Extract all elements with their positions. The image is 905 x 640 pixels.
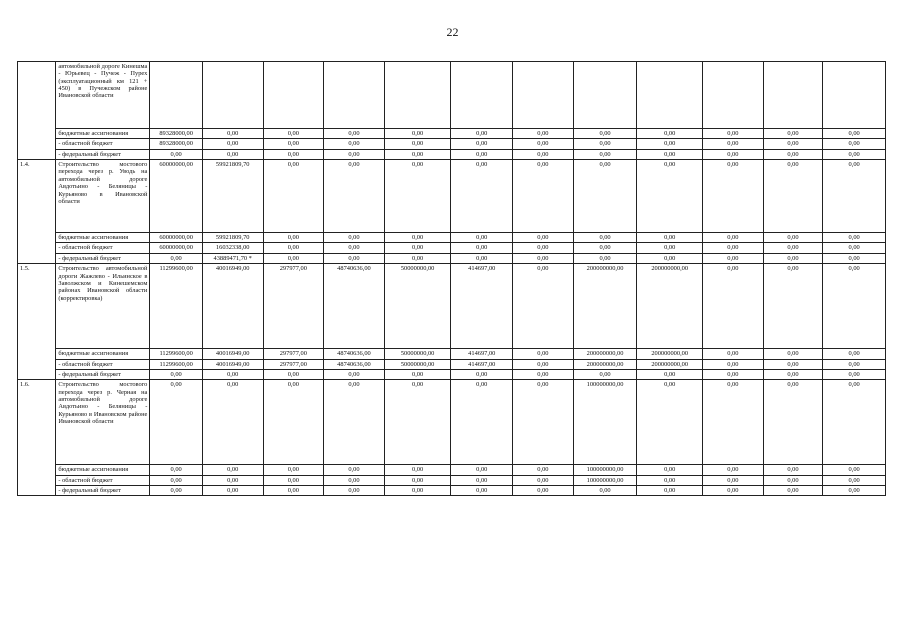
value-cell: 48740636,00: [324, 359, 385, 369]
value-cell: 0,00: [763, 243, 823, 253]
value-cell: 11299600,00: [150, 349, 203, 359]
value-cell: [202, 62, 263, 129]
value-cell: 0,00: [823, 264, 886, 349]
item-index: 1.6.: [18, 380, 56, 496]
value-cell: 0,00: [763, 149, 823, 159]
table-row: [18, 264, 886, 349]
value-cell: 414697,00: [451, 349, 513, 359]
value-cell: 0,00: [823, 243, 886, 253]
value-cell: 16032338,00: [202, 243, 263, 253]
value-cell: 40016949,00: [202, 264, 263, 349]
value-cell: 0,00: [384, 160, 451, 233]
value-cell: 0,00: [637, 149, 703, 159]
value-cell: 0,00: [823, 485, 886, 495]
value-cell: 0,00: [823, 380, 886, 465]
value-cell: 0,00: [451, 369, 513, 379]
row-label: бюджетные ассигнования: [56, 465, 150, 475]
value-cell: 0,00: [324, 369, 385, 379]
value-cell: [451, 62, 513, 129]
value-cell: 0,00: [384, 485, 451, 495]
value-cell: 59921809,70: [202, 233, 263, 243]
value-cell: 0,00: [324, 160, 385, 233]
item-name: Строительство мостового перехода через р. Уводь на автомобильной дороге Авдотьино - Беляницы - Курьяново в Ивановской области: [56, 160, 150, 233]
value-cell: 0,00: [384, 233, 451, 243]
value-cell: 60000000,00: [150, 243, 203, 253]
value-cell: 0,00: [384, 149, 451, 159]
value-cell: 0,00: [637, 485, 703, 495]
value-cell: [263, 62, 324, 129]
value-cell: 0,00: [150, 380, 203, 465]
value-cell: 0,00: [263, 160, 324, 233]
value-cell: 0,00: [637, 475, 703, 485]
value-cell: 0,00: [573, 129, 637, 139]
value-cell: 297977,00: [263, 349, 324, 359]
value-cell: 0,00: [263, 380, 324, 465]
value-cell: 0,00: [263, 465, 324, 475]
value-cell: 0,00: [513, 149, 574, 159]
value-cell: 0,00: [513, 129, 574, 139]
row-label: бюджетные ассигнования: [56, 349, 150, 359]
value-cell: 0,00: [703, 485, 764, 495]
value-cell: 0,00: [451, 139, 513, 149]
table-row: [18, 475, 886, 485]
table-row: [18, 359, 886, 369]
table-row: [18, 380, 886, 465]
value-cell: 0,00: [823, 139, 886, 149]
value-cell: 0,00: [703, 139, 764, 149]
value-cell: 0,00: [637, 139, 703, 149]
value-cell: 0,00: [202, 139, 263, 149]
value-cell: 0,00: [763, 129, 823, 139]
table-row: [18, 369, 886, 379]
value-cell: 0,00: [324, 465, 385, 475]
value-cell: 48740636,00: [324, 349, 385, 359]
value-cell: 0,00: [703, 465, 764, 475]
value-cell: 0,00: [202, 369, 263, 379]
value-cell: [324, 62, 385, 129]
table-row: [18, 243, 886, 253]
value-cell: 0,00: [384, 369, 451, 379]
value-cell: 0,00: [451, 380, 513, 465]
item-index: 1.5.: [18, 264, 56, 380]
value-cell: 0,00: [513, 139, 574, 149]
value-cell: 0,00: [703, 233, 764, 243]
value-cell: 0,00: [573, 139, 637, 149]
value-cell: 100000000,00: [573, 380, 637, 465]
value-cell: 0,00: [451, 485, 513, 495]
value-cell: 0,00: [263, 149, 324, 159]
value-cell: 40016949,00: [202, 359, 263, 369]
value-cell: [637, 62, 703, 129]
value-cell: 0,00: [637, 465, 703, 475]
value-cell: 414697,00: [451, 264, 513, 349]
value-cell: 0,00: [703, 475, 764, 485]
value-cell: 0,00: [573, 369, 637, 379]
value-cell: 0,00: [637, 380, 703, 465]
value-cell: 0,00: [451, 243, 513, 253]
value-cell: 0,00: [324, 129, 385, 139]
value-cell: 0,00: [763, 139, 823, 149]
value-cell: 0,00: [573, 233, 637, 243]
value-cell: 0,00: [703, 160, 764, 233]
page-number: 22: [446, 25, 459, 39]
value-cell: [150, 62, 203, 129]
item-name: Строительство автомобильной дороги Жажлево - Ильинское в Заволжском и Кинешемском районах Ивановской области (корректировка): [56, 264, 150, 349]
value-cell: 0,00: [202, 485, 263, 495]
value-cell: 0,00: [384, 465, 451, 475]
value-cell: 0,00: [324, 139, 385, 149]
value-cell: 0,00: [150, 485, 203, 495]
table-row: [18, 149, 886, 159]
value-cell: 0,00: [823, 253, 886, 263]
value-cell: 0,00: [763, 359, 823, 369]
value-cell: 0,00: [823, 129, 886, 139]
value-cell: 0,00: [150, 369, 203, 379]
value-cell: 0,00: [263, 485, 324, 495]
value-cell: 0,00: [202, 475, 263, 485]
value-cell: [573, 62, 637, 129]
value-cell: 0,00: [637, 129, 703, 139]
row-label: бюджетные ассигнования: [56, 233, 150, 243]
row-label: - областной бюджет: [56, 243, 150, 253]
value-cell: 0,00: [573, 485, 637, 495]
value-cell: 0,00: [150, 253, 203, 263]
value-cell: 0,00: [263, 139, 324, 149]
row-label: - областной бюджет: [56, 139, 150, 149]
table-row: [18, 62, 886, 129]
value-cell: 0,00: [263, 475, 324, 485]
value-cell: 60000000,00: [150, 233, 203, 243]
value-cell: 50000000,00: [384, 359, 451, 369]
value-cell: 50000000,00: [384, 264, 451, 349]
value-cell: 0,00: [823, 149, 886, 159]
value-cell: 200000000,00: [637, 264, 703, 349]
value-cell: 0,00: [703, 243, 764, 253]
value-cell: 0,00: [513, 160, 574, 233]
value-cell: 0,00: [763, 160, 823, 233]
value-cell: [513, 62, 574, 129]
value-cell: 0,00: [703, 129, 764, 139]
value-cell: 0,00: [384, 129, 451, 139]
value-cell: 43889471,70 *: [202, 253, 263, 263]
value-cell: 0,00: [763, 233, 823, 243]
value-cell: 0,00: [703, 369, 764, 379]
value-cell: 297977,00: [263, 264, 324, 349]
value-cell: [703, 62, 764, 129]
value-cell: 0,00: [573, 160, 637, 233]
table-row: [18, 485, 886, 495]
table-row: [18, 139, 886, 149]
value-cell: 0,00: [384, 243, 451, 253]
value-cell: 200000000,00: [573, 359, 637, 369]
value-cell: 200000000,00: [637, 349, 703, 359]
value-cell: 0,00: [202, 149, 263, 159]
value-cell: 40016949,00: [202, 349, 263, 359]
value-cell: 0,00: [263, 369, 324, 379]
value-cell: 0,00: [451, 129, 513, 139]
item-index: 1.4.: [18, 160, 56, 264]
value-cell: 0,00: [513, 253, 574, 263]
value-cell: 0,00: [324, 380, 385, 465]
value-cell: 297977,00: [263, 359, 324, 369]
value-cell: 0,00: [823, 369, 886, 379]
value-cell: 0,00: [513, 233, 574, 243]
row-label: - областной бюджет: [56, 359, 150, 369]
value-cell: 0,00: [513, 369, 574, 379]
value-cell: 89328000,00: [150, 139, 203, 149]
value-cell: 0,00: [823, 465, 886, 475]
value-cell: 0,00: [263, 243, 324, 253]
value-cell: 48740636,00: [324, 264, 385, 349]
table-row: [18, 160, 886, 233]
value-cell: 0,00: [513, 359, 574, 369]
value-cell: 11299600,00: [150, 264, 203, 349]
value-cell: 0,00: [637, 253, 703, 263]
row-label: - федеральный бюджет: [56, 485, 150, 495]
value-cell: 0,00: [513, 475, 574, 485]
value-cell: 0,00: [263, 233, 324, 243]
value-cell: 0,00: [513, 465, 574, 475]
value-cell: 0,00: [324, 233, 385, 243]
value-cell: 0,00: [637, 243, 703, 253]
value-cell: 0,00: [703, 349, 764, 359]
value-cell: 0,00: [384, 253, 451, 263]
value-cell: 50000000,00: [384, 349, 451, 359]
row-label: - областной бюджет: [56, 475, 150, 485]
value-cell: 0,00: [637, 160, 703, 233]
value-cell: 200000000,00: [573, 349, 637, 359]
value-cell: 100000000,00: [573, 475, 637, 485]
value-cell: 0,00: [763, 380, 823, 465]
value-cell: 100000000,00: [573, 465, 637, 475]
value-cell: 0,00: [384, 380, 451, 465]
value-cell: 0,00: [823, 475, 886, 485]
value-cell: 0,00: [703, 359, 764, 369]
row-label: - федеральный бюджет: [56, 149, 150, 159]
value-cell: 0,00: [637, 233, 703, 243]
value-cell: 11299600,00: [150, 359, 203, 369]
value-cell: 0,00: [451, 253, 513, 263]
value-cell: 0,00: [263, 129, 324, 139]
value-cell: 0,00: [324, 243, 385, 253]
value-cell: 0,00: [703, 264, 764, 349]
value-cell: 0,00: [513, 485, 574, 495]
value-cell: 0,00: [763, 264, 823, 349]
value-cell: 0,00: [823, 160, 886, 233]
value-cell: 0,00: [150, 465, 203, 475]
item-name: Строительство мостового перехода через р. Черная на автомобильной дороге Авдотьино - Беляницы - Курьяново в Ивановском районе Ивановской области: [56, 380, 150, 465]
value-cell: 0,00: [763, 465, 823, 475]
value-cell: 0,00: [451, 149, 513, 159]
row-label: - федеральный бюджет: [56, 253, 150, 263]
table-row: [18, 233, 886, 243]
value-cell: 0,00: [150, 475, 203, 485]
value-cell: 0,00: [573, 253, 637, 263]
table-row: [18, 349, 886, 359]
value-cell: 0,00: [763, 253, 823, 263]
budget-table: [17, 61, 886, 496]
value-cell: [384, 62, 451, 129]
item-index: [18, 62, 56, 160]
value-cell: 60000000,00: [150, 160, 203, 233]
value-cell: 0,00: [451, 475, 513, 485]
table-row: [18, 253, 886, 263]
value-cell: 0,00: [513, 264, 574, 349]
value-cell: 0,00: [384, 475, 451, 485]
value-cell: 200000000,00: [573, 264, 637, 349]
value-cell: 0,00: [703, 253, 764, 263]
value-cell: 0,00: [763, 369, 823, 379]
value-cell: 0,00: [202, 380, 263, 465]
value-cell: 0,00: [202, 129, 263, 139]
value-cell: 0,00: [324, 149, 385, 159]
value-cell: 414697,00: [451, 359, 513, 369]
value-cell: 0,00: [637, 369, 703, 379]
value-cell: 0,00: [763, 475, 823, 485]
value-cell: 0,00: [573, 149, 637, 159]
value-cell: 0,00: [823, 359, 886, 369]
value-cell: 0,00: [324, 485, 385, 495]
value-cell: 0,00: [823, 349, 886, 359]
value-cell: 59921809,70: [202, 160, 263, 233]
value-cell: 0,00: [451, 160, 513, 233]
value-cell: 0,00: [513, 243, 574, 253]
item-name: автомобильной дороге Кинешма - Юрьевец - Пучеж - Пурех (эксплуатационный км 121 + 450) в Пучежском районе Ивановской области: [56, 62, 150, 129]
value-cell: 0,00: [324, 475, 385, 485]
value-cell: 89328000,00: [150, 129, 203, 139]
table-row: [18, 465, 886, 475]
value-cell: 0,00: [763, 349, 823, 359]
value-cell: 0,00: [263, 253, 324, 263]
value-cell: 0,00: [703, 380, 764, 465]
value-cell: 200000000,00: [637, 359, 703, 369]
value-cell: 0,00: [763, 485, 823, 495]
value-cell: 0,00: [513, 349, 574, 359]
value-cell: [823, 62, 886, 129]
value-cell: 0,00: [150, 149, 203, 159]
row-label: - федеральный бюджет: [56, 369, 150, 379]
table-row: [18, 129, 886, 139]
value-cell: 0,00: [573, 243, 637, 253]
value-cell: 0,00: [384, 139, 451, 149]
value-cell: 0,00: [823, 233, 886, 243]
value-cell: [763, 62, 823, 129]
value-cell: 0,00: [451, 233, 513, 243]
value-cell: 0,00: [703, 149, 764, 159]
value-cell: 0,00: [202, 465, 263, 475]
row-label: бюджетные ассигнования: [56, 129, 150, 139]
value-cell: 0,00: [451, 465, 513, 475]
value-cell: 0,00: [324, 253, 385, 263]
value-cell: 0,00: [513, 380, 574, 465]
